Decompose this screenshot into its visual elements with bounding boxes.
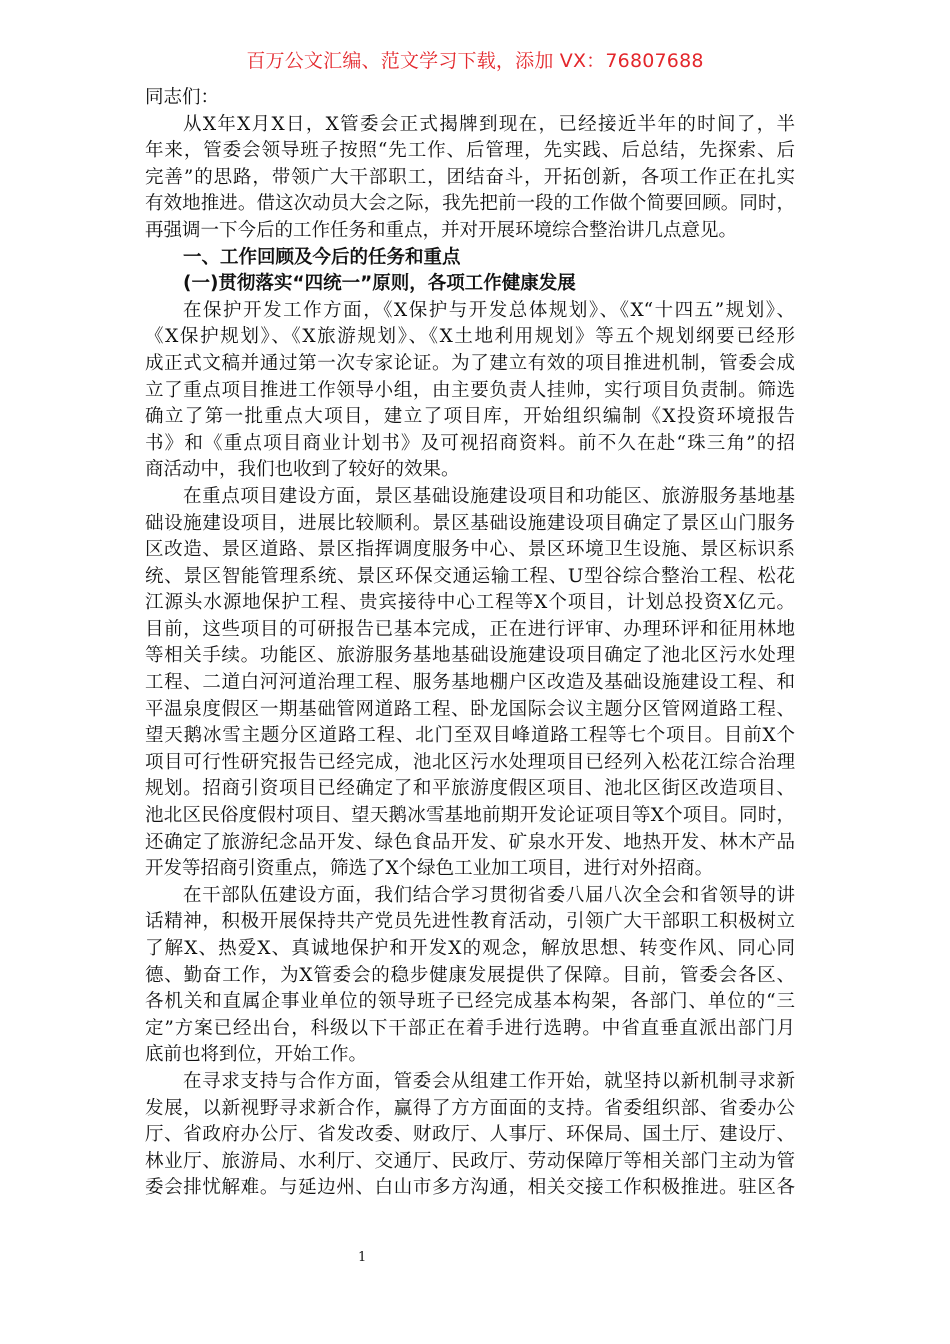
text-line: 开发等招商引资重点，筛选了X个绿色工业加工项目，进行对外招商。 bbox=[145, 858, 714, 880]
paragraph bbox=[145, 1069, 795, 1202]
text-line: 望天鹅冰雪主题分区道路工程、北门至双目峰道路工程等七个项目。目前X个 bbox=[145, 725, 795, 747]
text-line: 立了重点项目推进工作领导小组，由主要负责人挂帅，实行项目负责制。筛选 bbox=[145, 379, 795, 401]
text-line: 各机关和直属企事业单位的领导班子已经完成基本构架，各部门、单位的“三 bbox=[145, 991, 795, 1013]
text-line: 书》和《重点项目商业计划书》及可视招商资料。前不久在赴“珠三角”的招 bbox=[145, 432, 795, 454]
text-line: 础设施建设项目，进展比较顺利。景区基础设施建设项目确定了景区山门服务 bbox=[145, 512, 795, 534]
paragraph bbox=[145, 112, 795, 245]
text-line: (一)贯彻落实“四统一”原则，各项工作健康发展 bbox=[183, 273, 576, 295]
section-heading bbox=[145, 245, 795, 272]
text-line: 底前也将到位，开始工作。 bbox=[145, 1044, 368, 1066]
text-line: 有效地推进。借这次动员大会之际，我先把前一段的工作做个简要回顾。同时， bbox=[145, 193, 795, 215]
text-line: 一、工作回顾及今后的任务和重点 bbox=[183, 246, 461, 268]
text-line: 了解X、热爱X、真诚地保护和开发X的观念，解放思想、转变作风、同心同 bbox=[145, 938, 795, 959]
text-line: 项目可行性研究报告已经完成，池北区污水处理项目已经列入松花江综合治理 bbox=[145, 751, 795, 773]
section-heading bbox=[145, 271, 795, 298]
text-line: 还确定了旅游纪念品开发、绿色食品开发、矿泉水开发、地热开发、林木产品 bbox=[145, 831, 795, 853]
text-line: 完善”的思路，带领广大干部职工，团结奋斗，开拓创新，各项工作正在扎实 bbox=[145, 166, 795, 188]
text-line: 同志们： bbox=[145, 87, 220, 108]
text-line: 江源头水源地保护工程、贵宾接待中心工程等X个项目，计划总投资X亿元。 bbox=[145, 592, 795, 614]
text-line: 在干部队伍建设方面，我们结合学习贯彻省委八届八次全会和省领导的讲 bbox=[183, 884, 795, 906]
text-line: 委会排忧解难。与延边州、白山市多方沟通，相关交接工作积极推进。驻区各 bbox=[145, 1177, 795, 1199]
text-line: 在保护开发工作方面，《X保护与开发总体规划》、《X“十四五”规划》、 bbox=[183, 299, 795, 321]
text-line: 统、景区智能管理系统、景区环保交通运输工程、U型谷综合整治工程、松花 bbox=[145, 565, 795, 587]
text-line: 商活动中，我们也收到了较好的效果。 bbox=[145, 459, 460, 481]
salutation bbox=[145, 85, 795, 112]
watermark-banner: 百万公文汇编、范文学习下载，添加 VX：76807688 bbox=[246, 50, 704, 72]
text-line: 厅、省政府办公厅、省发改委、财政厅、人事厅、环保局、国土厅、建设厅、 bbox=[145, 1124, 795, 1146]
text-line: 区改造、景区道路、景区指挥调度服务中心、景区环境卫生设施、景区标识系 bbox=[145, 539, 795, 561]
text-line: 在寻求支持与合作方面，管委会从组建工作开始，就坚持以新机制寻求新 bbox=[183, 1070, 795, 1092]
text-line: 《X保护规划》、《X旅游规划》、《X土地利用规划》等五个规划纲要已经形 bbox=[145, 326, 795, 348]
paragraph bbox=[145, 298, 795, 484]
text-line: 等相关手续。功能区、旅游服务基地基础设施建设项目确定了池北区污水处理 bbox=[145, 645, 795, 667]
paragraph bbox=[145, 484, 795, 883]
text-line: 池北区民俗度假村项目、望天鹅冰雪基地前期开发论证项目等X个项目。同时， bbox=[145, 805, 795, 827]
page-number: 1 bbox=[358, 1250, 367, 1265]
document-body bbox=[145, 85, 795, 1202]
text-line: 平温泉度假区一期基础管网道路工程、卧龙国际会议主题分区管网道路工程、 bbox=[145, 698, 795, 720]
text-line: 从X年X月X日，X管委会正式揭牌到现在，已经接近半年的时间了，半 bbox=[183, 113, 795, 135]
text-line: 成正式文稿并通过第一次专家论证。为了建立有效的项目推进机制，管委会成 bbox=[145, 352, 795, 374]
text-line: 话精神，积极开展保持共产党员先进性教育活动，引领广大干部职工积极树立 bbox=[145, 911, 795, 933]
text-line: 确立了第一批重点大项目，建立了项目库，开始组织编制《X投资环境报告 bbox=[145, 406, 795, 428]
text-line: 规划。招商引资项目已经确定了和平旅游度假区项目、池北区街区改造项目、 bbox=[145, 778, 795, 800]
text-line: 发展，以新视野寻求新合作，赢得了方方面面的支持。省委组织部、省委办公 bbox=[145, 1097, 795, 1119]
text-line: 目前，这些项目的可研报告已基本完成，正在进行评审、办理环评和征用林地 bbox=[145, 618, 795, 640]
text-line: 年来，管委会领导班子按照“先工作、后管理，先实践、后总结，先探索、后 bbox=[145, 140, 795, 162]
text-line: 定”方案已经出台，科级以下干部正在着手进行选聘。中省直垂直派出部门月 bbox=[145, 1017, 795, 1039]
paragraph bbox=[145, 883, 795, 1069]
text-line: 在重点项目建设方面，景区基础设施建设项目和功能区、旅游服务基地基 bbox=[183, 485, 795, 507]
text-line: 林业厅、旅游局、水利厅、交通厅、民政厅、劳动保障厅等相关部门主动为管 bbox=[145, 1150, 795, 1172]
text-line: 德、勤奋工作，为X管委会的稳步健康发展提供了保障。目前，管委会各区、 bbox=[145, 964, 795, 986]
text-line: 工程、二道白河河道治理工程、服务基地棚户区改造及基础设施建设工程、和 bbox=[145, 672, 795, 694]
text-line: 再强调一下今后的工作任务和重点，并对开展环境综合整治讲几点意见。 bbox=[145, 219, 738, 241]
